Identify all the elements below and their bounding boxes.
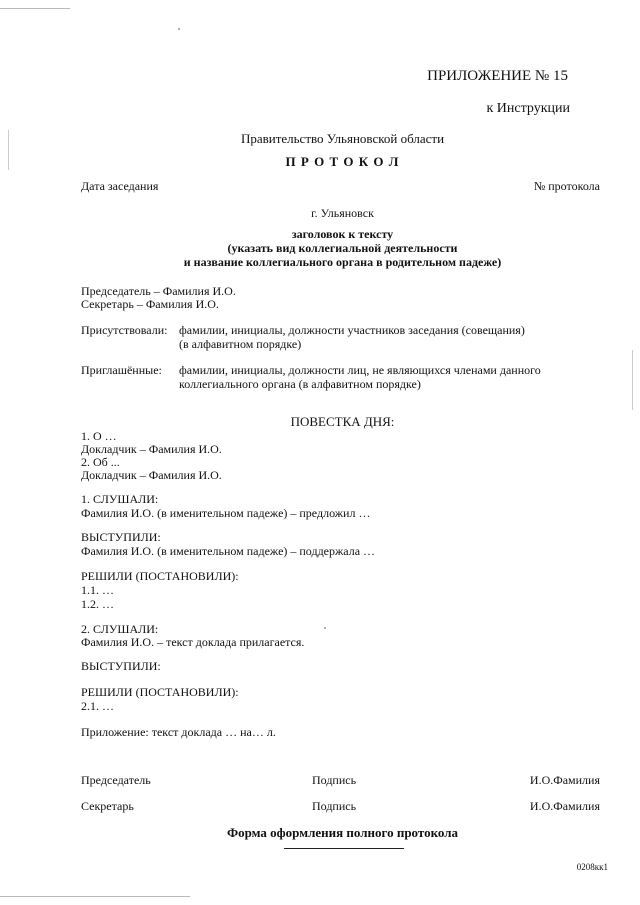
organization-name: Правительство Ульяновской области bbox=[240, 131, 445, 146]
secretary-name: И.О.Фамилия bbox=[529, 799, 600, 813]
present-text-1: фамилии, инициалы, должности участников заседания (совещания) bbox=[179, 323, 525, 337]
form-caption: Форма оформления полного протокола bbox=[226, 825, 459, 840]
heading-line-3: и название коллегиального органа в родительном падеже) bbox=[183, 255, 502, 269]
spoke-text: Фамилия И.О. (в именительном падеже) – поддержала … bbox=[81, 544, 376, 558]
agenda-item: 2. Об ... bbox=[81, 455, 120, 469]
agenda-speaker: Докладчик – Фамилия И.О. bbox=[81, 442, 222, 456]
city: г. Ульяновск bbox=[311, 206, 374, 220]
present-text-2: (в алфавитном порядке) bbox=[179, 337, 302, 351]
decision-item: 2.1. … bbox=[81, 699, 114, 713]
heard-text: Фамилия И.О. (в именительном падеже) – предложил … bbox=[81, 506, 371, 520]
chairman-signature: Подпись bbox=[312, 773, 357, 787]
secretary-role: Секретарь bbox=[81, 799, 134, 813]
secretary-line: Секретарь – Фамилия И.О. bbox=[81, 297, 219, 311]
agenda-speaker: Докладчик – Фамилия И.О. bbox=[81, 468, 222, 482]
invited-label: Приглашённые: bbox=[81, 363, 162, 377]
present-label: Присутствовали: bbox=[81, 323, 168, 337]
chairman-line: Председатель – Фамилия И.О. bbox=[81, 284, 236, 298]
document-type: П Р О Т О К О Л bbox=[285, 154, 400, 169]
heading-line-1: заголовок к тексту bbox=[291, 227, 394, 241]
decision-item: 1.1. … bbox=[81, 583, 114, 597]
chairman-name: И.О.Фамилия bbox=[529, 773, 600, 787]
scan-artifact-right bbox=[632, 350, 633, 410]
document-code: 0208кк1 bbox=[576, 862, 608, 872]
chairman-role: Председатель bbox=[81, 773, 151, 787]
agenda-title: ПОВЕСТКА ДНЯ: bbox=[290, 414, 395, 429]
decided-heading: РЕШИЛИ (ПОСТАНОВИЛИ): bbox=[81, 685, 239, 699]
appendix-title: ПРИЛОЖЕНИЕ № 15 bbox=[427, 68, 568, 84]
invited-text-2: коллегиального органа (в алфавитном порядке) bbox=[179, 377, 421, 391]
attachment-note: Приложение: текст доклада … на… л. bbox=[81, 725, 276, 739]
protocol-number-label: № протокола bbox=[533, 179, 600, 193]
spoke-heading: ВЫСТУПИЛИ: bbox=[81, 659, 161, 673]
invited-text-1: фамилии, инициалы, должности лиц, не являющихся членами данного bbox=[179, 363, 541, 377]
heard-heading: 1. СЛУШАЛИ: bbox=[81, 492, 159, 506]
heard-heading: 2. СЛУШАЛИ: bbox=[81, 622, 159, 636]
decision-item: 1.2. … bbox=[81, 597, 114, 611]
heard-text: Фамилия И.О. – текст доклада прилагается. bbox=[81, 635, 305, 649]
decided-heading: РЕШИЛИ (ПОСТАНОВИЛИ): bbox=[81, 569, 239, 583]
scan-artifact-bottom bbox=[0, 896, 190, 897]
meeting-date-label: Дата заседания bbox=[81, 179, 159, 193]
appendix-subtitle: к Инструкции bbox=[486, 101, 570, 116]
scan-speck bbox=[178, 28, 180, 30]
spoke-heading: ВЫСТУПИЛИ: bbox=[81, 530, 161, 544]
scan-speck bbox=[324, 627, 326, 629]
secretary-signature: Подпись bbox=[312, 799, 357, 813]
scan-artifact-top bbox=[0, 8, 70, 9]
caption-underline bbox=[284, 848, 404, 849]
heading-line-2: (указать вид коллегиальной деятельности bbox=[227, 241, 458, 255]
agenda-item: 1. О … bbox=[81, 429, 117, 443]
